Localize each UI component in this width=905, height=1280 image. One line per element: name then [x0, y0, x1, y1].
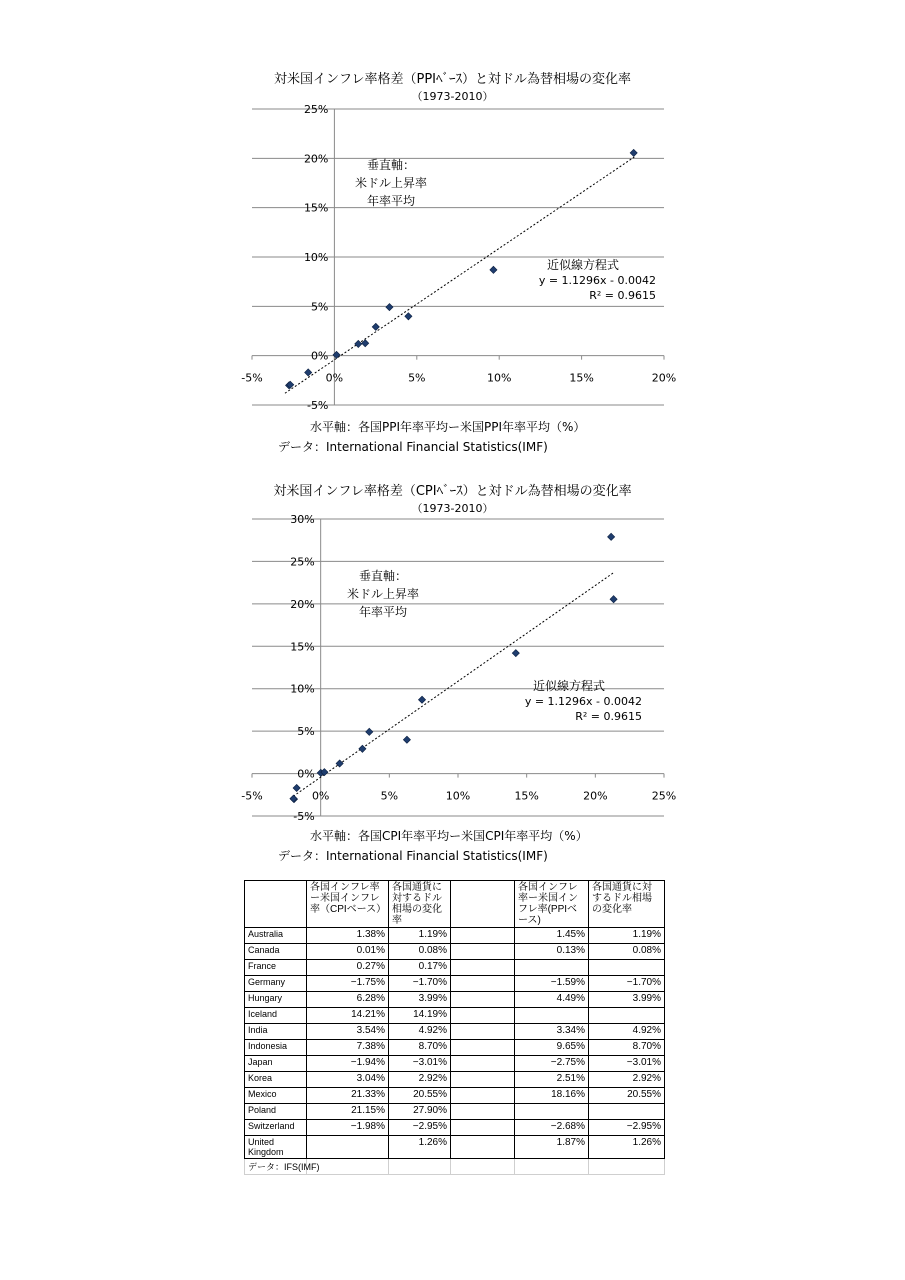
equation-heading: 近似線方程式 — [532, 679, 605, 693]
country-cell: Mexico — [245, 1088, 307, 1104]
country-cell: United Kingdom — [245, 1136, 307, 1159]
value-cell: 2.51% — [515, 1072, 589, 1088]
value-cell: 0.01% — [307, 944, 389, 960]
value-cell: 0.17% — [389, 960, 451, 976]
value-cell — [451, 944, 515, 960]
data-point — [386, 304, 393, 311]
ppi-chart — [0, 60, 905, 470]
data-point — [355, 340, 362, 347]
value-cell: 2.92% — [389, 1072, 451, 1088]
value-cell: 0.08% — [389, 944, 451, 960]
r-squared-text: R² = 0.9615 — [575, 710, 642, 723]
value-cell — [451, 1072, 515, 1088]
value-cell — [515, 1008, 589, 1024]
x-tick-label: 10% — [486, 371, 512, 385]
country-cell: Switzerland — [245, 1120, 307, 1136]
value-cell — [589, 1104, 665, 1120]
value-cell: 4.92% — [389, 1024, 451, 1040]
data-point — [366, 728, 373, 735]
equation-box — [496, 679, 642, 724]
chart-subtitle: （1973-2010） — [411, 502, 494, 515]
value-cell: 20.55% — [389, 1088, 451, 1104]
value-cell — [451, 1024, 515, 1040]
x-tick-label: 15% — [569, 371, 594, 385]
value-cell: −2.95% — [389, 1120, 451, 1136]
value-cell — [451, 1120, 515, 1136]
value-cell: 1.45% — [515, 928, 589, 944]
table-row — [245, 976, 665, 992]
value-cell: −1.94% — [307, 1056, 389, 1072]
table-row — [245, 1104, 665, 1120]
value-cell: 0.27% — [307, 960, 389, 976]
value-cell: 21.15% — [307, 1104, 389, 1120]
data-point — [610, 596, 617, 603]
y-tick-label: 25% — [290, 555, 315, 569]
value-cell: 1.19% — [589, 928, 665, 944]
value-cell — [515, 1104, 589, 1120]
table-row — [245, 1024, 665, 1040]
y-tick-label: 25% — [303, 103, 329, 116]
header-cell — [245, 881, 307, 928]
country-cell: India — [245, 1024, 307, 1040]
table-source: データ：IFS(IMF) — [245, 1159, 307, 1175]
header-cell: 各国インフレ率ー米国インフレ率(PPIベース) — [515, 881, 589, 928]
value-cell: 6.28% — [307, 992, 389, 1008]
annotation-line: 米ドル上昇率 — [354, 176, 427, 190]
y-tick-label: 0% — [310, 349, 329, 363]
value-cell — [307, 1136, 389, 1159]
y-tick-label: -5% — [293, 810, 315, 823]
country-cell: Japan — [245, 1056, 307, 1072]
x-tick-label: -5% — [241, 371, 263, 385]
country-cell: Australia — [245, 928, 307, 944]
header-cell: 各国インフレ率ー米国インフレ率（CPIベース） — [307, 881, 389, 928]
country-cell: Iceland — [245, 1008, 307, 1024]
country-cell: France — [245, 960, 307, 976]
value-cell: 0.13% — [515, 944, 589, 960]
data-table — [244, 880, 664, 1175]
table-header-row — [245, 881, 665, 928]
value-cell — [451, 1008, 515, 1024]
y-tick-label: -5% — [306, 399, 329, 412]
value-cell: −2.68% — [515, 1120, 589, 1136]
value-cell: 14.19% — [389, 1008, 451, 1024]
table-row — [245, 1040, 665, 1056]
y-tick-label: 20% — [290, 597, 315, 611]
value-cell: 8.70% — [389, 1040, 451, 1056]
y-axis-annotation — [328, 567, 438, 621]
data-point — [490, 266, 497, 273]
value-cell — [451, 976, 515, 992]
value-cell: 7.38% — [307, 1040, 389, 1056]
x-tick-label: 20% — [651, 371, 677, 385]
value-cell: 8.70% — [589, 1040, 665, 1056]
annotation-line: 垂直軸： — [366, 158, 415, 172]
value-cell — [451, 1056, 515, 1072]
value-cell — [589, 960, 665, 976]
chart-title: 対米国インフレ率格差（CPIﾍﾞｰｽ）と対ドル為替相場の変化率 — [273, 484, 632, 499]
x-tick-label: 5% — [380, 789, 399, 803]
value-cell: −2.75% — [515, 1056, 589, 1072]
value-cell — [451, 1088, 515, 1104]
value-cell: 3.34% — [515, 1024, 589, 1040]
value-cell: 18.16% — [515, 1088, 589, 1104]
data-point — [403, 736, 410, 743]
data-point — [512, 650, 519, 657]
x-tick-label: -5% — [241, 789, 263, 803]
data-point — [608, 533, 615, 540]
y-tick-label: 0% — [297, 767, 315, 781]
value-cell: −3.01% — [389, 1056, 451, 1072]
source-note: データ：International Financial Statistics(IMF) — [278, 849, 548, 863]
data-point — [418, 696, 425, 703]
value-cell: 3.99% — [389, 992, 451, 1008]
country-cell: Germany — [245, 976, 307, 992]
annotation-line: 米ドル上昇率 — [346, 587, 419, 601]
value-cell: 4.49% — [515, 992, 589, 1008]
y-tick-label: 15% — [290, 640, 315, 654]
value-cell: 14.21% — [307, 1008, 389, 1024]
value-cell: −1.98% — [307, 1120, 389, 1136]
header-cell: 各国通貨に対するドル相場の変化率 — [389, 881, 451, 928]
country-cell: Indonesia — [245, 1040, 307, 1056]
value-cell: 0.08% — [589, 944, 665, 960]
equation-text: y = 1.1296x - 0.0042 — [538, 274, 656, 287]
y-tick-label: 5% — [310, 300, 329, 314]
empty-cell — [589, 1159, 665, 1175]
x-axis-note: 水平軸：各国CPI年率平均ー米国CPI年率平均（%） — [310, 829, 588, 843]
country-cell: Canada — [245, 944, 307, 960]
data-point — [405, 313, 412, 320]
empty-cell — [451, 1159, 515, 1175]
value-cell — [451, 1040, 515, 1056]
value-cell: 1.19% — [389, 928, 451, 944]
equation-text: y = 1.1296x - 0.0042 — [524, 695, 642, 708]
value-cell: −1.70% — [389, 976, 451, 992]
value-cell — [589, 1008, 665, 1024]
value-cell: 21.33% — [307, 1088, 389, 1104]
x-tick-label: 0% — [325, 371, 344, 385]
table-row — [245, 992, 665, 1008]
table-row — [245, 944, 665, 960]
table-row — [245, 960, 665, 976]
value-cell: −1.70% — [589, 976, 665, 992]
value-cell — [451, 960, 515, 976]
data-point — [305, 369, 312, 376]
x-tick-label: 10% — [445, 789, 471, 803]
value-cell — [451, 928, 515, 944]
empty-cell — [389, 1159, 451, 1175]
value-cell: −1.75% — [307, 976, 389, 992]
x-tick-label: 25% — [651, 789, 677, 803]
value-cell: 2.92% — [589, 1072, 665, 1088]
x-tick-label: 5% — [408, 371, 426, 385]
ppi-scatter-plot — [0, 60, 905, 470]
equation-heading: 近似線方程式 — [546, 258, 619, 272]
table-source-row — [245, 1159, 665, 1175]
cpi-scatter-plot — [0, 475, 905, 875]
value-cell: 9.65% — [515, 1040, 589, 1056]
empty-cell — [515, 1159, 589, 1175]
header-cell: 各国通貨に対するドル相場の変化率 — [589, 881, 665, 928]
chart-title: 対米国インフレ率格差（PPIﾍﾞｰｽ）と対ドル為替相場の変化率 — [274, 72, 631, 87]
y-axis-annotation — [336, 156, 446, 210]
x-tick-label: 20% — [583, 789, 608, 803]
value-cell: 1.26% — [589, 1136, 665, 1159]
value-cell: 1.26% — [389, 1136, 451, 1159]
y-tick-label: 15% — [303, 201, 329, 215]
country-cell: Korea — [245, 1072, 307, 1088]
value-cell: 4.92% — [589, 1024, 665, 1040]
table-row — [245, 1120, 665, 1136]
value-cell: 1.38% — [307, 928, 389, 944]
table-row — [245, 1072, 665, 1088]
value-cell — [451, 1104, 515, 1120]
table-row — [245, 1008, 665, 1024]
value-cell: 20.55% — [589, 1088, 665, 1104]
inflation-table — [244, 880, 665, 1175]
y-tick-label: 10% — [290, 682, 315, 696]
annotation-line: 年率平均 — [366, 194, 415, 208]
value-cell: −1.59% — [515, 976, 589, 992]
table-row — [245, 928, 665, 944]
equation-box — [510, 258, 656, 303]
r-squared-text: R² = 0.9615 — [589, 289, 656, 302]
table-row — [245, 1136, 665, 1159]
value-cell — [451, 992, 515, 1008]
data-point — [630, 149, 637, 156]
value-cell — [515, 960, 589, 976]
value-cell: 27.90% — [389, 1104, 451, 1120]
y-tick-label: 20% — [303, 152, 329, 166]
x-tick-label: 0% — [311, 789, 330, 803]
cpi-chart — [0, 475, 905, 875]
x-axis-note: 水平軸：各国PPI年率平均ー米国PPI年率平均（%） — [310, 420, 586, 434]
y-tick-label: 10% — [303, 251, 329, 264]
value-cell: 1.87% — [515, 1136, 589, 1159]
table-row — [245, 1088, 665, 1104]
value-cell: 3.54% — [307, 1024, 389, 1040]
y-tick-label: 30% — [290, 513, 315, 526]
value-cell: 3.04% — [307, 1072, 389, 1088]
table-row — [245, 1056, 665, 1072]
y-tick-label: 5% — [297, 725, 315, 739]
value-cell — [451, 1136, 515, 1159]
value-cell: 3.99% — [589, 992, 665, 1008]
source-note: データ：International Financial Statistics(IMF) — [278, 440, 548, 454]
annotation-line: 垂直軸： — [358, 569, 407, 583]
x-tick-label: 15% — [514, 789, 539, 803]
chart-subtitle: （1973-2010） — [411, 90, 494, 103]
data-point — [359, 745, 366, 752]
value-cell: −3.01% — [589, 1056, 665, 1072]
value-cell: −2.95% — [589, 1120, 665, 1136]
country-cell: Hungary — [245, 992, 307, 1008]
header-cell — [451, 881, 515, 928]
annotation-line: 年率平均 — [358, 605, 407, 619]
country-cell: Poland — [245, 1104, 307, 1120]
data-point — [372, 323, 379, 330]
data-point — [293, 784, 300, 791]
